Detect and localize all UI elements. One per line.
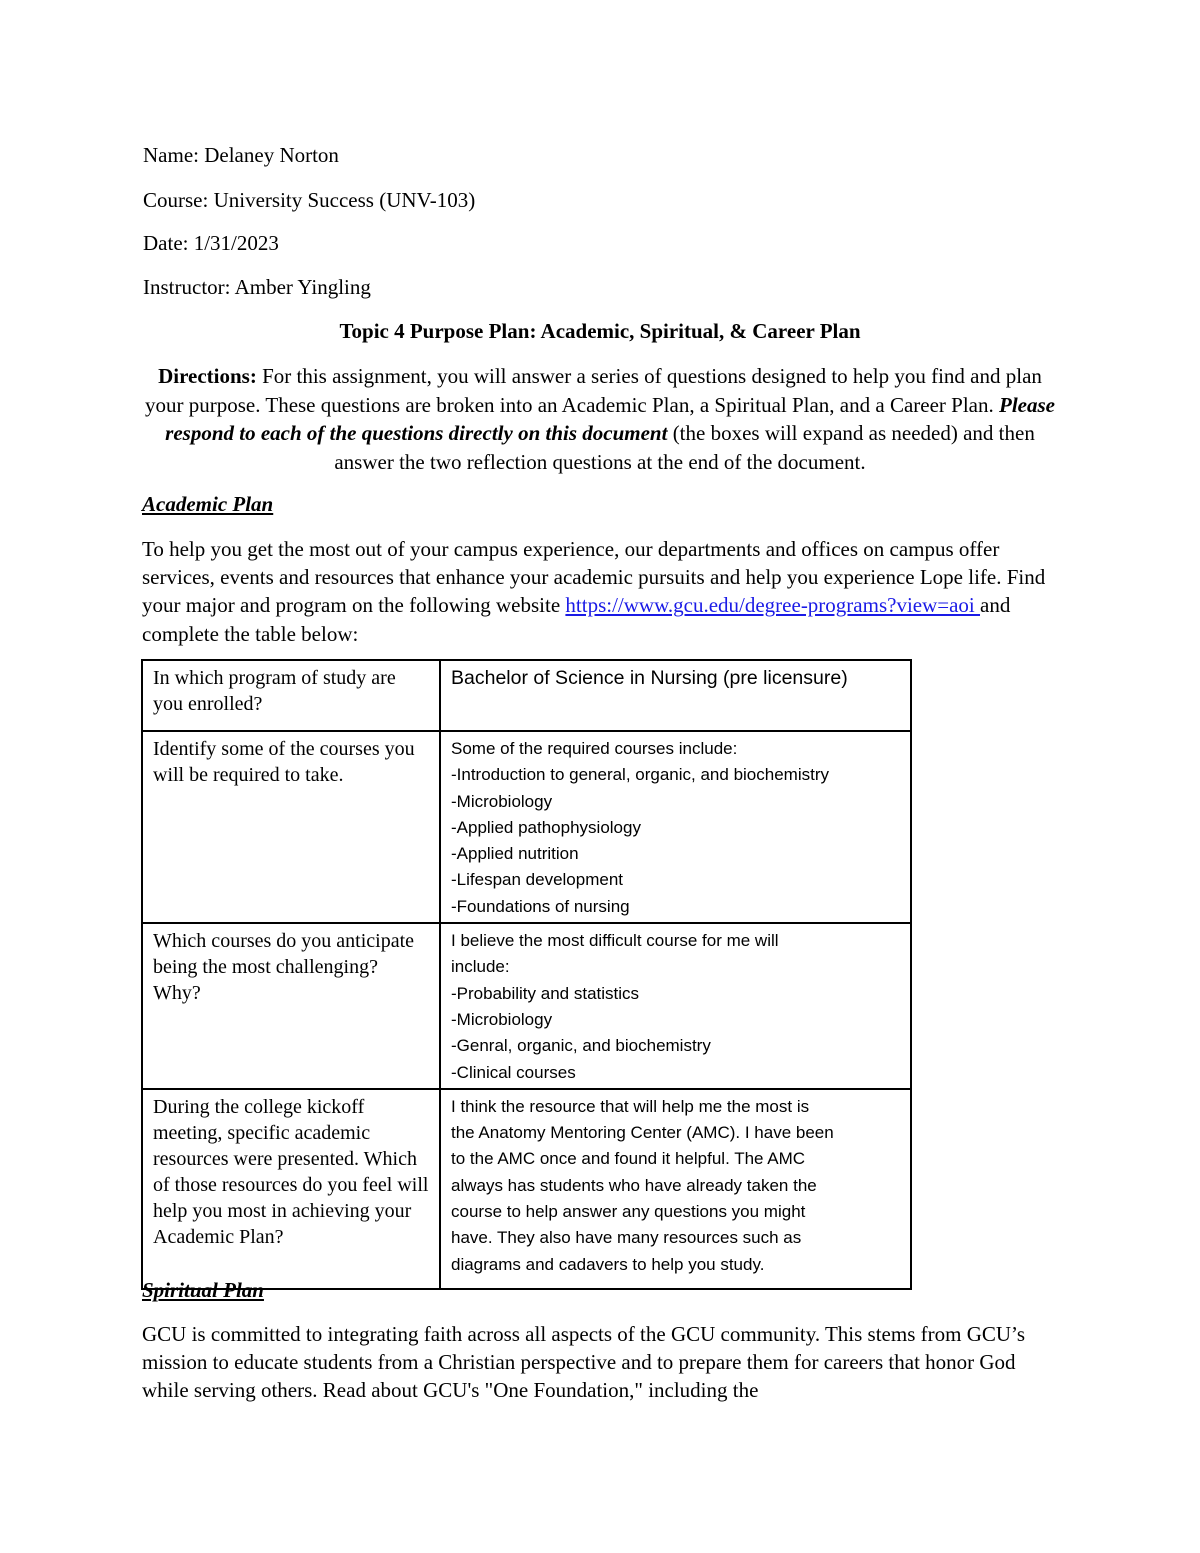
answer-line: -Clinical courses [451,1062,576,1082]
academic-intro-paragraph [142,535,1067,648]
answer-cell[interactable] [440,731,911,923]
table-row [142,660,911,731]
table-row [142,731,911,923]
answer-line: I believe the most difficult course for me will [451,931,779,951]
answer-line: Some of the required courses include: [451,739,738,758]
academic-plan-heading: Academic Plan [142,492,274,516]
directions-emphasis: Please respond to each of the questions directly on this document [165,392,1055,445]
answer-line: I think the resource that will help me the most is [451,1096,810,1116]
directions-text-1: For this assignment, you will answer a series of questions designed to help you find and plan your purpose. These questions are broken into an Academic Plan, a Spiritual Plan, and a Career Plan. [145,364,1042,417]
directions-text-2: (the boxes will expand as needed) and then answer the two reflection questions at the end of the document. [334,421,1035,474]
question-cell: Identify some of the courses you will be required to take. [142,731,440,923]
student-name: Name: Delaney Norton [143,143,339,167]
question-cell: In which program of study are you enrolled? [142,660,440,731]
date-line: Date: 1/31/2023 [143,231,279,255]
answer-line: to the AMC once and found it helpful. The AMC [451,1149,806,1169]
answer-line: -Genral, organic, and biochemistry [451,1036,711,1056]
directions-paragraph [140,362,1060,476]
table-row [142,923,911,1089]
question-cell: During the college kickoff meeting, specific academic resources were presented. Which of those resources do you feel will help you most in achieving your Academic Plan? [142,1089,440,1289]
document-title: Topic 4 Purpose Plan: Academic, Spiritual, & Career Plan [339,319,861,343]
degree-programs-link[interactable]: https://www.gcu.edu/degree-programs?view=aoi [565,593,981,618]
answer-line: course to help answer any questions you might [451,1202,806,1222]
academic-intro-end: and complete the table below: [142,593,1011,646]
spiritual-paragraph: GCU is committed to integrating faith across all aspects of the GCU community. This stems from GCU’s mission to educate students from a Christian perspective and to prepare them for careers that honor God while serving others. Read about GCU's "One Foundation," including the [142,1322,1026,1403]
answer-line: diagrams and cadavers to help you study. [451,1254,765,1274]
answer-line: include: [451,957,510,977]
answer-line: always has students who have already taken the [451,1175,817,1195]
answer-line: -Lifespan development [451,870,624,890]
directions-label: Directions: [158,364,257,388]
academic-intro-text: To help you get the most out of your campus experience, our departments and offices on campus offer services, events and resources that enhance your academic pursuits and help you experience Lope life. Find your major and program on the following website [142,537,1046,618]
answer-line: -Applied nutrition [451,844,579,864]
table-row [142,1089,911,1289]
answer-line: -Probability and statistics [451,983,640,1003]
question-cell: Which courses do you anticipate being the most challenging? Why? [142,923,440,1089]
answer-cell[interactable] [440,923,911,1089]
spiritual-plan-heading: Spiritual Plan [142,1278,264,1302]
course-line: Course: University Success (UNV-103) [143,188,476,212]
answer-line: Bachelor of Science in Nursing (pre licensure) [451,667,848,689]
answer-cell[interactable] [440,660,911,731]
answer-line: -Applied pathophysiology [451,817,641,837]
answer-line: -Foundations of nursing [451,896,630,916]
instructor-line: Instructor: Amber Yingling [143,275,371,299]
academic-plan-table [141,659,912,1290]
answer-line: -Microbiology [451,1009,553,1029]
answer-line: have. They also have many resources such as [451,1228,802,1248]
answer-line: the Anatomy Mentoring Center (AMC). I have been [451,1123,834,1143]
answer-line: -Microbiology [451,791,553,811]
answer-cell[interactable] [440,1089,911,1289]
answer-line: -Introduction to general, organic, and biochemistry [451,765,829,785]
